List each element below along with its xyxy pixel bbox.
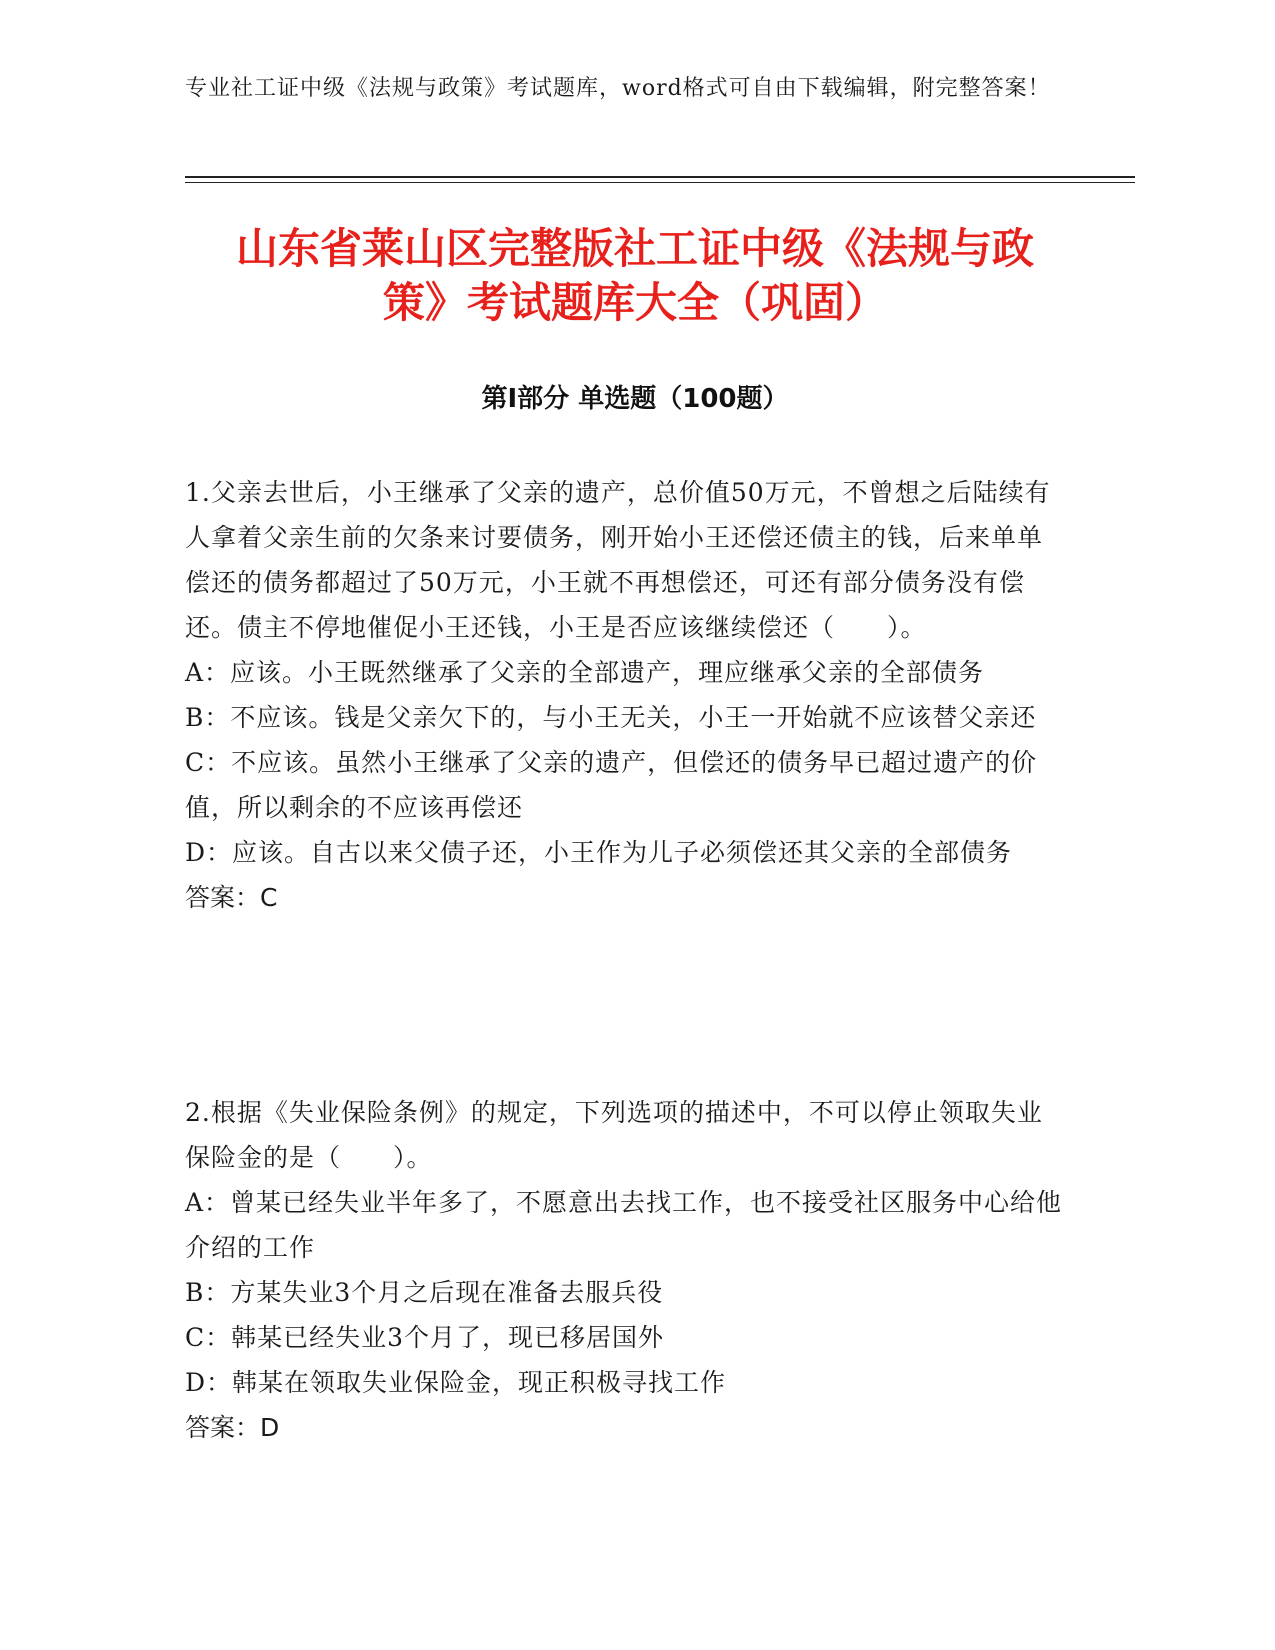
question-1 [185, 470, 1065, 920]
question-2 [185, 1090, 1065, 1450]
option-a: A：应该。小王既然继承了父亲的全部遗产，理应继承父亲的全部债务 [185, 658, 985, 687]
header-divider-thick [185, 176, 1135, 178]
document-title-line-1: 山东省莱山区完整版社工证中级《法规与政 [235, 224, 1034, 273]
document-title-line-2: 策》考试题库大全（巩固） [382, 278, 887, 327]
option-d: D：应该。自古以来父债子还，小王作为儿子必须偿还其父亲的全部债务 [185, 838, 1013, 867]
answer: 答案：D [185, 1413, 280, 1442]
option-c: C：不应该。虽然小王继承了父亲的遗产，但偿还的债务早已超过遗产的价值，所以剩余的不应该再偿还 [185, 748, 1038, 822]
document-title [185, 222, 1085, 330]
option-b: B：方某失业3个月之后现在准备去服兵役 [185, 1278, 664, 1307]
option-c: C：韩某已经失业3个月了，现已移居国外 [185, 1323, 665, 1352]
option-b: B：不应该。钱是父亲欠下的，与小王无关，小王一开始就不应该替父亲还 [185, 703, 1037, 732]
header-divider-thin [185, 182, 1135, 183]
answer: 答案：C [185, 883, 278, 912]
question-stem: 2.根据《失业保险条例》的规定，下列选项的描述中，不可以停止领取失业保险金的是（ ）。 [185, 1098, 1043, 1172]
section-heading: 第Ⅰ部分 单选题（100题） [481, 384, 789, 414]
option-d: D：韩某在领取失业保险金，现正积极寻找工作 [185, 1368, 727, 1397]
question-stem: 1.父亲去世后，小王继承了父亲的遗产，总价值50万元，不曾想之后陆续有人拿着父亲生前的欠条来讨要债务，刚开始小王还偿还债主的钱，后来单单偿还的债务都超过了50万元，小王就不再想偿还，可还有部分债务没有偿还。债主不停地催促小王还钱，小王是否应该继续偿还（ ）。 [185, 478, 1051, 642]
header-note: 专业社工证中级《法规与政策》考试题库，word格式可自由下载编辑，附完整答案！ [185, 76, 1051, 101]
option-a: A：曾某已经失业半年多了，不愿意出去找工作，也不接受社区服务中心给他介绍的工作 [185, 1188, 1063, 1262]
